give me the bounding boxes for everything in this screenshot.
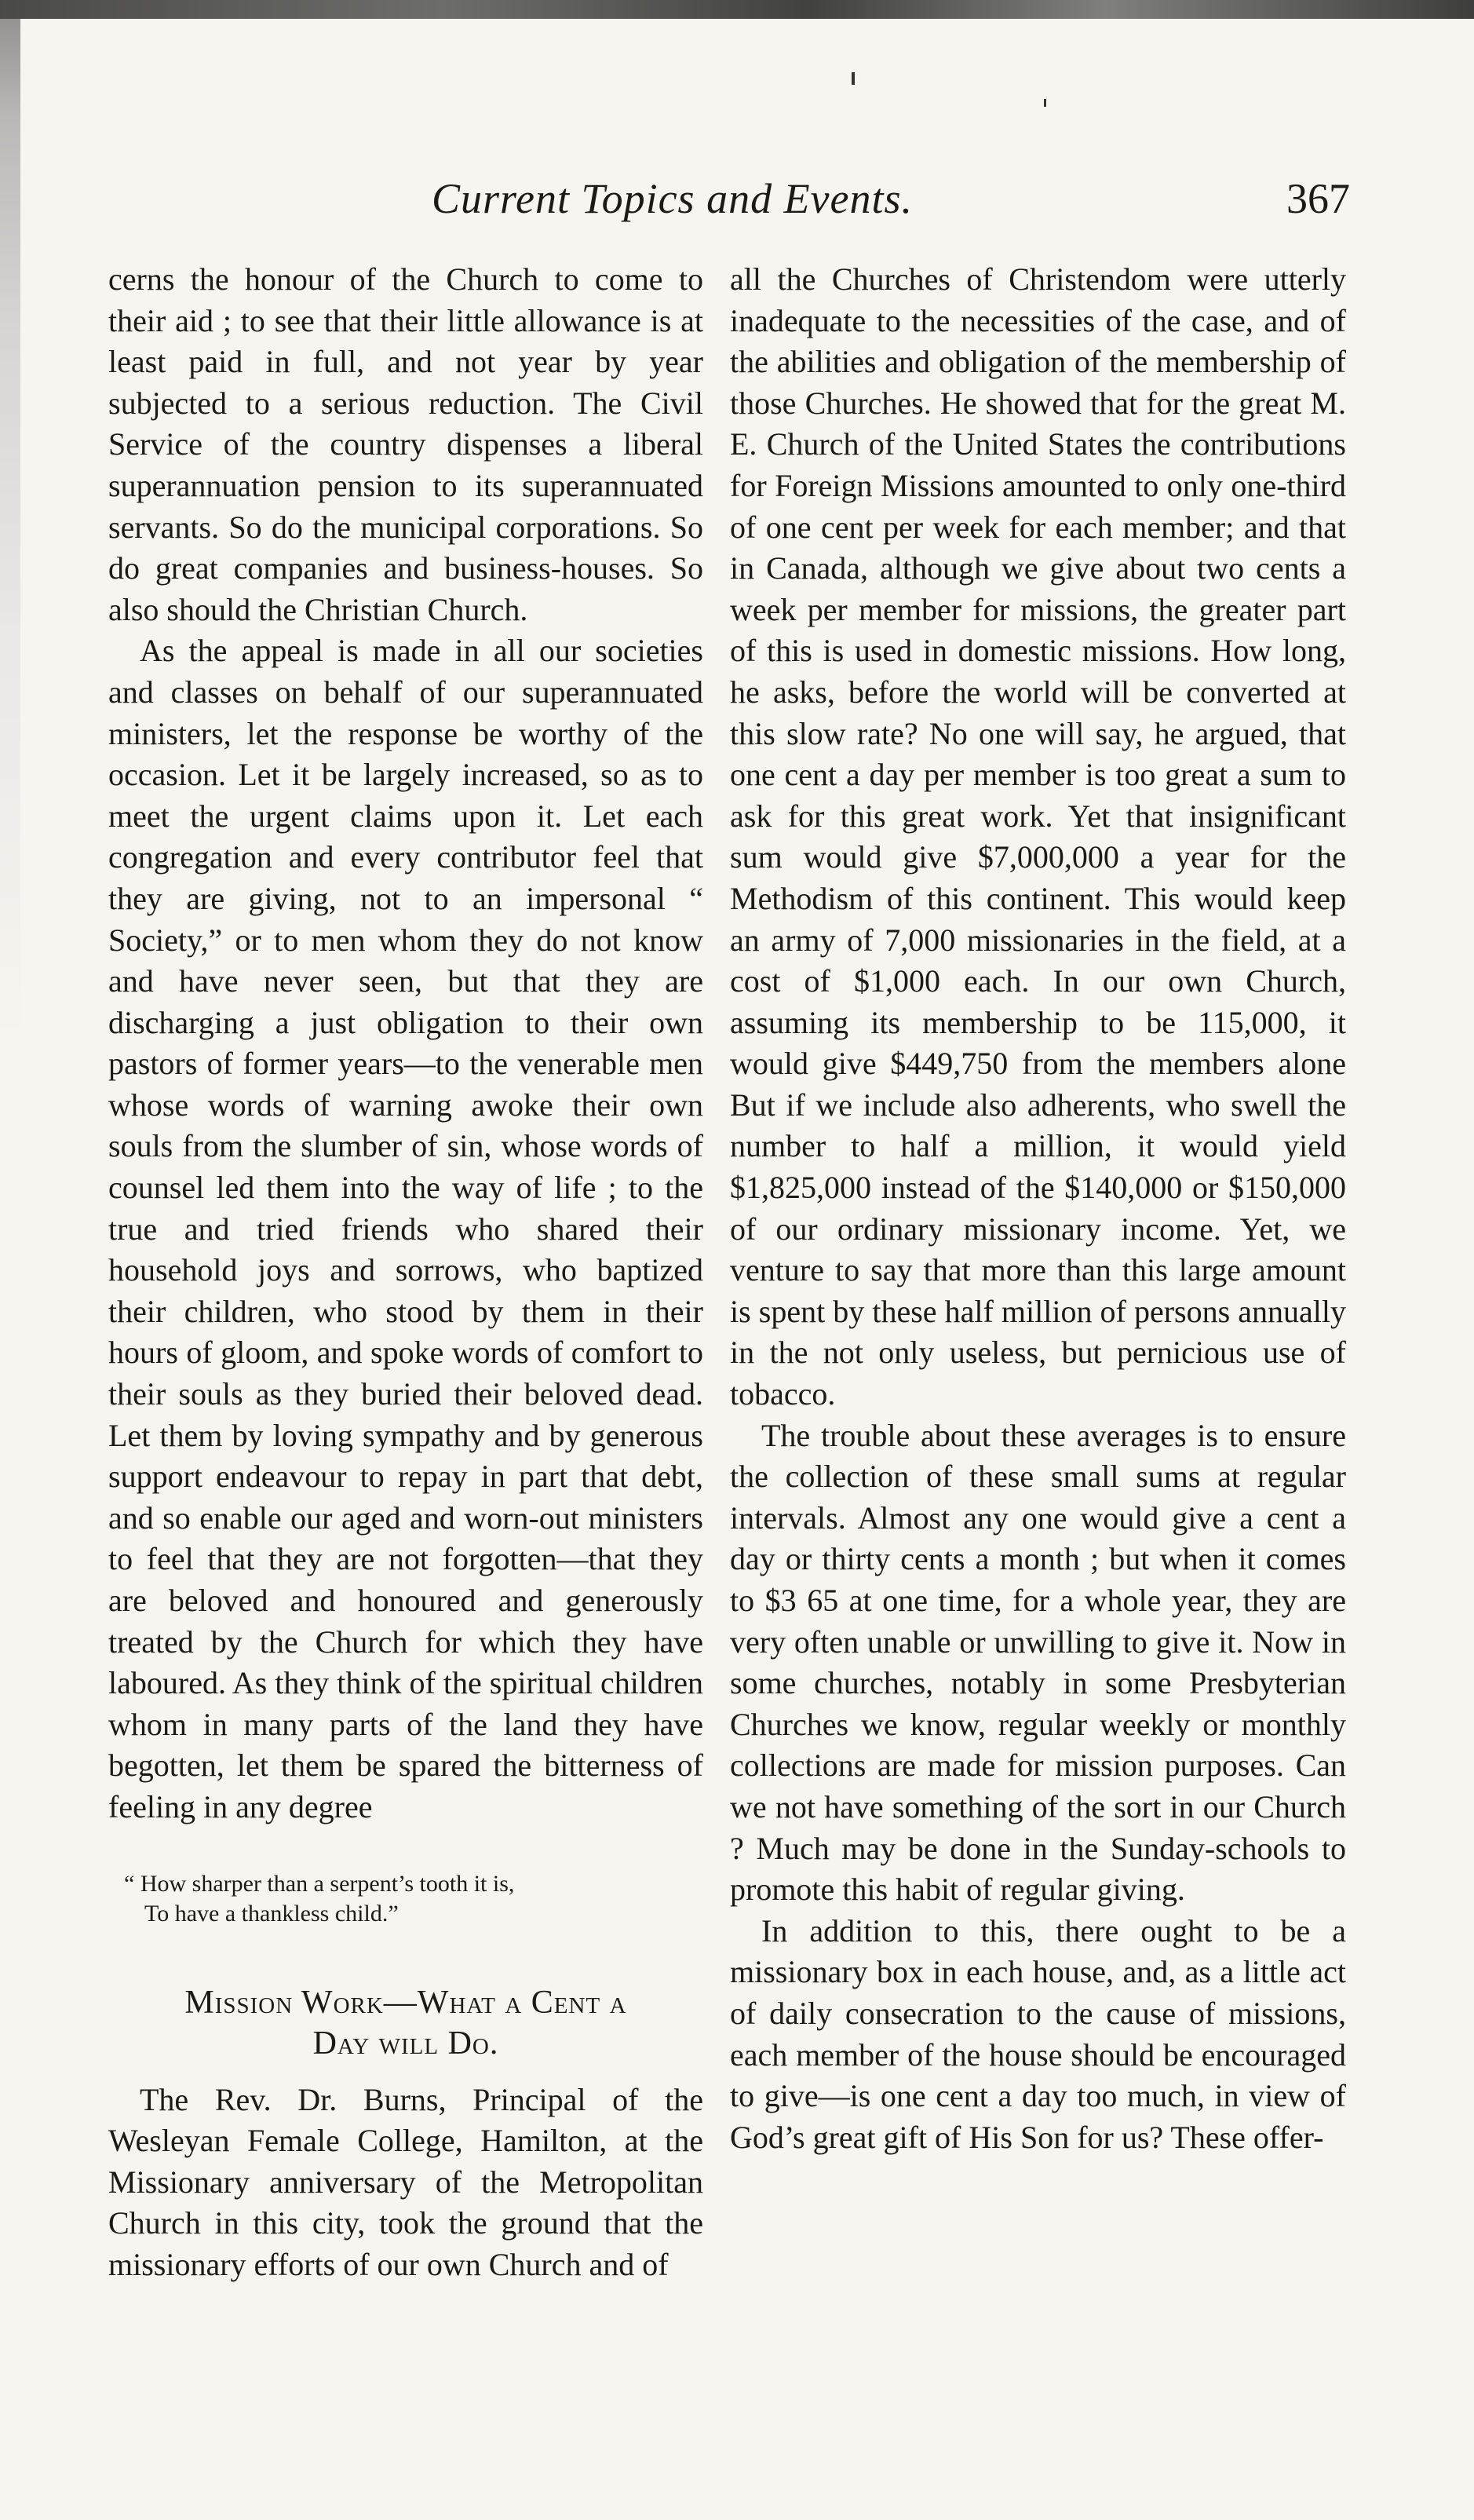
running-title: Current Topics and Events. <box>432 175 914 222</box>
quotation-line-2: To have a thankless child.” <box>144 1900 399 1927</box>
right-paragraph-3: In addition to this, there ought to be a missionary box in each house, and, as a little act of daily consecration to the cause of missions, each member of the house should be encouraged to give—is one cent a day too much, in view of God’s great gift of His Son for us? These offer- <box>730 1912 1346 2155</box>
quotation-line-1: “ How sharper than a serpent’s tooth it is, <box>124 1870 515 1897</box>
left-paragraph-3: The Rev. Dr. Burns, Principal of the Wesleyan Female College, Hamilton, at the Missionary anniversary of the Metropolitan Church in this city, took the ground that the missionary efforts of our own Church and of <box>108 2081 703 2282</box>
left-paragraph-2: As the appeal is made in all our societies and classes on behalf of our superannuated ministers, let the response be worthy of the occasion. Let it be largely increased, so as to meet the urgent claims upon it. Let each congregation and every contributor feel that they are giving, not to an impersonal “ Society,” or to men whom they do not know and have never seen, but that they are discharging a just obligation to their own pastors of former years—to the venerable men whose words of warning awoke their own souls from the slumber of sin, whose words of counsel led them into the way of life ; to the true and tried friends who shared their household joys and sorrows, who baptized their children, who stood by them in their hours of gloom, and spoke words of comfort to their souls as they buried their beloved dead. Let them by loving sympathy and by generous support endeavour to repay in part that debt, and so enable our aged and worn-out ministers to feel that they are not forgotten—that they are beloved and honoured and generously treated by the Church for which they have laboured. As they think of the spiritual children whom in many parts of the land they have begotten, let them be spared the bitterness of feeling in any degree <box>108 633 703 1824</box>
right-paragraph-1: all the Churches of Christendom were utterly inadequate to the necessities of the case, and of the abilities and obligation of the membership of those Churches. He showed that for the great M. E. Church of the United States the contributions for Foreign Missions amounted to only one-third of one cent per week for each member; and that in Canada, although we give about two cents a week per member for missions, the greater part of this is used in domestic missions. How long, he asks, before the world will be converted at this slow rate? No one will say, he argued, that one cent a day per member is too great a sum to ask for this great work. Yet that insignificant sum would give $7,000,000 a year for the Methodism of this continent. This would keep an army of 7,000 missionaries in the field, at a cost of $1,000 each. In our own Church, assuming its membership to be 115,000, it would give $449,750 from the members alone But if we include also adherents, who swell the number to half a million, it would yield $1,825,000 instead of the $140,000 or $150,000 of our ordinary missionary income. Yet, we venture to say that more than this large amount is spent by these half million of persons annually in the not only useless, but pernicious use of tobacco. <box>730 261 1346 1412</box>
left-column <box>108 259 703 2286</box>
right-paragraph-2: The trouble about these averages is to ensure the collection of these small sums at regular intervals. Almost any one would give a cent a day or thirty cents a month ; but when it comes to $3 65 at one time, for a whole year, they are very often unable or unwilling to give it. Now in some churches, notably in some Presbyterian Churches we know, regular weekly or monthly collections are made for mission purposes. Can we not have something of the sort in our Church ? Much may be done in the Sunday-schools to promote this habit of regular giving. <box>730 1417 1346 1908</box>
left-paragraph-1: cerns the honour of the Church to come to their aid ; to see that their little allowance is at least paid in full, and not year by year subjected to a serious reduction. The Civil Service of the country dispenses a liberal superannuation pension to its superannuated servants. So do the municipal corporations. So do great companies and business-houses. So also should the Christian Church. <box>108 261 703 627</box>
section-heading-line-1: Mission Work—What a Cent a <box>184 1984 627 2021</box>
quotation <box>124 1869 703 1929</box>
scan-border-top <box>0 0 1474 19</box>
scan-speck <box>852 72 855 85</box>
right-column <box>730 259 1346 2158</box>
scan-speck <box>1044 99 1046 107</box>
page-number: 367 <box>1286 175 1350 222</box>
section-heading-line-2: Day will Do. <box>312 2025 499 2062</box>
scan-border-left <box>0 19 20 1039</box>
running-header <box>408 174 1350 229</box>
section-heading <box>108 1982 703 2064</box>
